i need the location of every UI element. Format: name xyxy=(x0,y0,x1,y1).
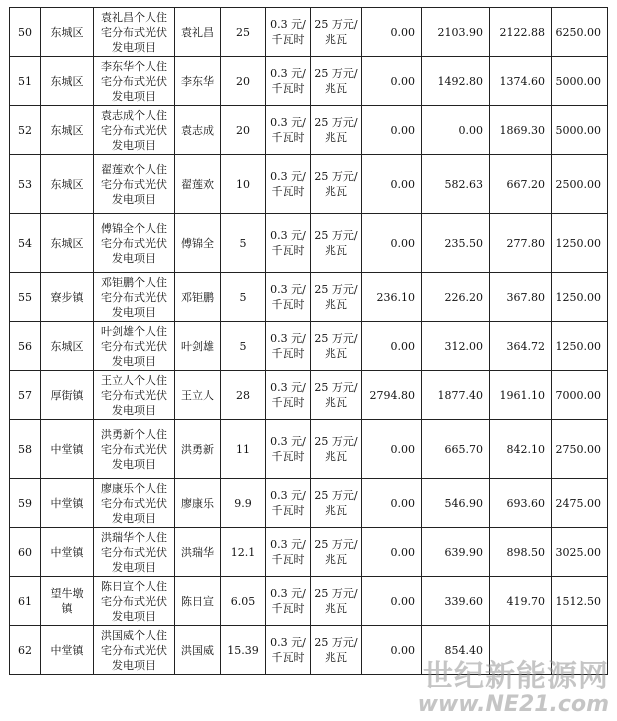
table-row xyxy=(10,106,608,155)
owner-cell: 洪国威 xyxy=(175,626,221,675)
amount-cell-1: 236.10 xyxy=(362,273,422,322)
town-cell: 东城区 xyxy=(41,322,94,371)
amount-cell-1: 0.00 xyxy=(362,322,422,371)
table-row xyxy=(10,528,608,577)
total-cell: 3025.00 xyxy=(552,528,608,577)
subsidy-cell: 25 万元/ 兆瓦 xyxy=(311,106,362,155)
town-cell: 东城区 xyxy=(41,106,94,155)
amount-cell-2: 854.40 xyxy=(422,626,490,675)
total-cell: 1250.00 xyxy=(552,273,608,322)
subsidy-cell: 25 万元/ 兆瓦 xyxy=(311,577,362,626)
capacity-cell: 20 xyxy=(221,57,266,106)
table-row xyxy=(10,577,608,626)
price-cell: 0.3 元/ 千瓦时 xyxy=(266,273,311,322)
amount-cell-1: 0.00 xyxy=(362,577,422,626)
amount-cell-1: 0.00 xyxy=(362,479,422,528)
project-name-cell: 翟莲欢个人住 宅分布式光伏 发电项目 xyxy=(94,155,175,214)
price-cell: 0.3 元/ 千瓦时 xyxy=(266,577,311,626)
project-name-cell: 傅锦全个人住 宅分布式光伏 发电项目 xyxy=(94,214,175,273)
amount-cell-3: 364.72 xyxy=(490,322,552,371)
watermark-title: 世纪新能源网 xyxy=(423,659,609,694)
amount-cell-1: 0.00 xyxy=(362,8,422,57)
price-cell: 0.3 元/ 千瓦时 xyxy=(266,155,311,214)
amount-cell-2: 2103.90 xyxy=(422,8,490,57)
amount-cell-3: 367.80 xyxy=(490,273,552,322)
town-cell: 东城区 xyxy=(41,8,94,57)
town-cell: 中堂镇 xyxy=(41,528,94,577)
owner-cell: 洪勇新 xyxy=(175,420,221,479)
subsidy-cell: 25 万元/ 兆瓦 xyxy=(311,479,362,528)
project-name-cell: 陈日宣个人住 宅分布式光伏 发电项目 xyxy=(94,577,175,626)
table-row xyxy=(10,57,608,106)
row-number: 52 xyxy=(10,106,41,155)
row-number: 60 xyxy=(10,528,41,577)
amount-cell-2: 582.63 xyxy=(422,155,490,214)
amount-cell-2: 235.50 xyxy=(422,214,490,273)
row-number: 50 xyxy=(10,8,41,57)
price-cell: 0.3 元/ 千瓦时 xyxy=(266,322,311,371)
town-cell: 望牛墩 镇 xyxy=(41,577,94,626)
table-body xyxy=(10,8,608,675)
amount-cell-3: 277.80 xyxy=(490,214,552,273)
total-cell: 5000.00 xyxy=(552,57,608,106)
subsidy-cell: 25 万元/ 兆瓦 xyxy=(311,528,362,577)
amount-cell-1: 0.00 xyxy=(362,106,422,155)
subsidy-cell: 25 万元/ 兆瓦 xyxy=(311,626,362,675)
total-cell: 2500.00 xyxy=(552,155,608,214)
capacity-cell: 12.1 xyxy=(221,528,266,577)
project-name-cell: 袁志成个人住 宅分布式光伏 发电项目 xyxy=(94,106,175,155)
price-cell: 0.3 元/ 千瓦时 xyxy=(266,106,311,155)
row-number: 59 xyxy=(10,479,41,528)
subsidy-cell: 25 万元/ 兆瓦 xyxy=(311,155,362,214)
subsidy-table xyxy=(9,7,608,675)
town-cell: 厚街镇 xyxy=(41,371,94,420)
row-number: 56 xyxy=(10,322,41,371)
subsidy-cell: 25 万元/ 兆瓦 xyxy=(311,57,362,106)
capacity-cell: 5 xyxy=(221,322,266,371)
subsidy-cell: 25 万元/ 兆瓦 xyxy=(311,420,362,479)
price-cell: 0.3 元/ 千瓦时 xyxy=(266,371,311,420)
price-cell: 0.3 元/ 千瓦时 xyxy=(266,626,311,675)
owner-cell: 廖康乐 xyxy=(175,479,221,528)
price-cell: 0.3 元/ 千瓦时 xyxy=(266,528,311,577)
subsidy-cell: 25 万元/ 兆瓦 xyxy=(311,371,362,420)
total-cell: 1512.50 xyxy=(552,577,608,626)
price-cell: 0.3 元/ 千瓦时 xyxy=(266,420,311,479)
owner-cell: 李东华 xyxy=(175,57,221,106)
project-name-cell: 廖康乐个人住 宅分布式光伏 发电项目 xyxy=(94,479,175,528)
price-cell: 0.3 元/ 千瓦时 xyxy=(266,214,311,273)
owner-cell: 袁礼昌 xyxy=(175,8,221,57)
row-number: 51 xyxy=(10,57,41,106)
owner-cell: 邓钜鹏 xyxy=(175,273,221,322)
capacity-cell: 5 xyxy=(221,214,266,273)
amount-cell-2: 312.00 xyxy=(422,322,490,371)
capacity-cell: 6.05 xyxy=(221,577,266,626)
total-cell: 7000.00 xyxy=(552,371,608,420)
project-name-cell: 李东华个人住 宅分布式光伏 发电项目 xyxy=(94,57,175,106)
price-cell: 0.3 元/ 千瓦时 xyxy=(266,8,311,57)
amount-cell-3: 667.20 xyxy=(490,155,552,214)
amount-cell-3: 2122.88 xyxy=(490,8,552,57)
table-row xyxy=(10,8,608,57)
total-cell xyxy=(552,626,608,675)
table-row xyxy=(10,273,608,322)
owner-cell: 傅锦全 xyxy=(175,214,221,273)
amount-cell-2: 1877.40 xyxy=(422,371,490,420)
table-row xyxy=(10,371,608,420)
owner-cell: 陈日宣 xyxy=(175,577,221,626)
row-number: 58 xyxy=(10,420,41,479)
town-cell: 寮步镇 xyxy=(41,273,94,322)
capacity-cell: 11 xyxy=(221,420,266,479)
capacity-cell: 9.9 xyxy=(221,479,266,528)
amount-cell-2: 1492.80 xyxy=(422,57,490,106)
total-cell: 5000.00 xyxy=(552,106,608,155)
table-row xyxy=(10,479,608,528)
amount-cell-1: 0.00 xyxy=(362,214,422,273)
total-cell: 2750.00 xyxy=(552,420,608,479)
row-number: 62 xyxy=(10,626,41,675)
owner-cell: 王立人 xyxy=(175,371,221,420)
capacity-cell: 20 xyxy=(221,106,266,155)
capacity-cell: 5 xyxy=(221,273,266,322)
town-cell: 东城区 xyxy=(41,214,94,273)
town-cell: 中堂镇 xyxy=(41,420,94,479)
project-name-cell: 洪勇新个人住 宅分布式光伏 发电项目 xyxy=(94,420,175,479)
amount-cell-1: 0.00 xyxy=(362,155,422,214)
capacity-cell: 15.39 xyxy=(221,626,266,675)
total-cell: 2475.00 xyxy=(552,479,608,528)
capacity-cell: 10 xyxy=(221,155,266,214)
row-number: 57 xyxy=(10,371,41,420)
capacity-cell: 28 xyxy=(221,371,266,420)
amount-cell-3 xyxy=(490,626,552,675)
amount-cell-1: 0.00 xyxy=(362,57,422,106)
row-number: 61 xyxy=(10,577,41,626)
subsidy-cell: 25 万元/ 兆瓦 xyxy=(311,214,362,273)
table-row xyxy=(10,214,608,273)
owner-cell: 洪瑞华 xyxy=(175,528,221,577)
amount-cell-3: 842.10 xyxy=(490,420,552,479)
row-number: 54 xyxy=(10,214,41,273)
subsidy-cell: 25 万元/ 兆瓦 xyxy=(311,8,362,57)
table-row xyxy=(10,420,608,479)
amount-cell-1: 0.00 xyxy=(362,420,422,479)
amount-cell-3: 1961.10 xyxy=(490,371,552,420)
price-cell: 0.3 元/ 千瓦时 xyxy=(266,57,311,106)
amount-cell-3: 1869.30 xyxy=(490,106,552,155)
town-cell: 东城区 xyxy=(41,57,94,106)
owner-cell: 叶剑雄 xyxy=(175,322,221,371)
amount-cell-1: 0.00 xyxy=(362,626,422,675)
amount-cell-1: 0.00 xyxy=(362,528,422,577)
subsidy-cell: 25 万元/ 兆瓦 xyxy=(311,322,362,371)
table-row xyxy=(10,626,608,675)
amount-cell-2: 0.00 xyxy=(422,106,490,155)
capacity-cell: 25 xyxy=(221,8,266,57)
owner-cell: 翟莲欢 xyxy=(175,155,221,214)
row-number: 53 xyxy=(10,155,41,214)
subsidy-cell: 25 万元/ 兆瓦 xyxy=(311,273,362,322)
amount-cell-2: 546.90 xyxy=(422,479,490,528)
amount-cell-1: 2794.80 xyxy=(362,371,422,420)
town-cell: 中堂镇 xyxy=(41,479,94,528)
project-name-cell: 袁礼昌个人住 宅分布式光伏 发电项目 xyxy=(94,8,175,57)
total-cell: 6250.00 xyxy=(552,8,608,57)
project-name-cell: 洪国威个人住 宅分布式光伏 发电项目 xyxy=(94,626,175,675)
amount-cell-2: 639.90 xyxy=(422,528,490,577)
total-cell: 1250.00 xyxy=(552,322,608,371)
table-row xyxy=(10,155,608,214)
amount-cell-2: 226.20 xyxy=(422,273,490,322)
project-name-cell: 王立人个人住 宅分布式光伏 发电项目 xyxy=(94,371,175,420)
amount-cell-3: 1374.60 xyxy=(490,57,552,106)
amount-cell-2: 665.70 xyxy=(422,420,490,479)
table-row xyxy=(10,322,608,371)
town-cell: 中堂镇 xyxy=(41,626,94,675)
owner-cell: 袁志成 xyxy=(175,106,221,155)
project-name-cell: 叶剑雄个人住 宅分布式光伏 发电项目 xyxy=(94,322,175,371)
price-cell: 0.3 元/ 千瓦时 xyxy=(266,479,311,528)
row-number: 55 xyxy=(10,273,41,322)
amount-cell-3: 898.50 xyxy=(490,528,552,577)
total-cell: 1250.00 xyxy=(552,214,608,273)
project-name-cell: 洪瑞华个人住 宅分布式光伏 发电项目 xyxy=(94,528,175,577)
project-name-cell: 邓钜鹏个人住 宅分布式光伏 发电项目 xyxy=(94,273,175,322)
amount-cell-3: 419.70 xyxy=(490,577,552,626)
amount-cell-3: 693.60 xyxy=(490,479,552,528)
town-cell: 东城区 xyxy=(41,155,94,214)
watermark-url: www.NE21.com xyxy=(417,692,609,717)
amount-cell-2: 339.60 xyxy=(422,577,490,626)
